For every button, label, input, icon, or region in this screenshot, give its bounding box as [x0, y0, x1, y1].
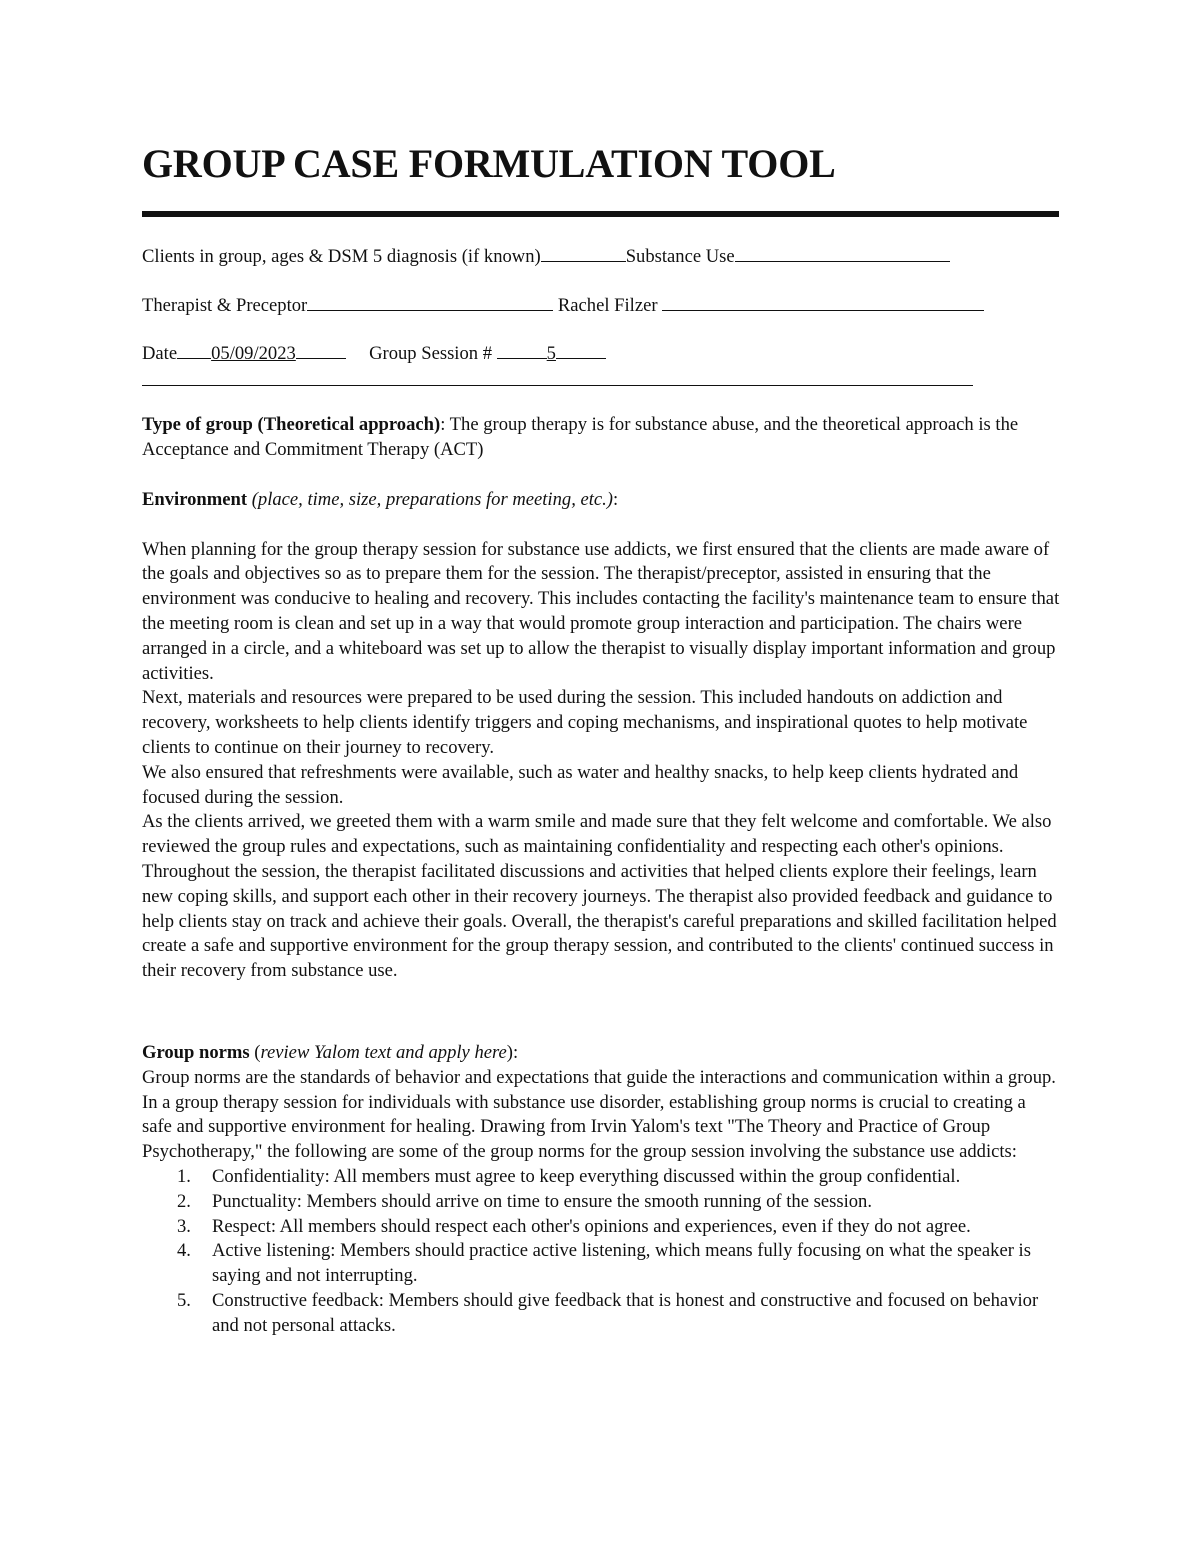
clients-row — [142, 243, 950, 270]
title-rule — [142, 211, 1059, 217]
environment-paragraph: When planning for the group therapy session for substance use addicts, we first ensured that the clients are made aware of the goals and objectives so as to prepare them for the session. The therapist/preceptor, assisted in ensuring that the environment was conducive to healing and recovery. This includes contacting the facility's maintenance team to ensure that the meeting room is clean and set up in a way that would promote group interaction and participation. The chairs were arranged in a circle, and a whiteboard was set up to allow the therapist to visually display important information and group activities. — [142, 538, 1060, 684]
list-item — [142, 1165, 1060, 1190]
list-text: Punctuality: Members should arrive on time to ensure the smooth running of the session. — [212, 1190, 872, 1212]
group-norms-section: Group norms (review Yalom text and apply here): Group norms are the standards of behavior and expectations that guide the interactions and communication within a group. In a group therapy session for individuals with substance use disorder, establishing group norms is crucial to creating a safe and supportive environment for healing. Drawing from Irvin Yalom's text "The Theory and Practice of Group Psychotherapy," the following are some of the group norms for the group session involving the substance use addicts: 1. Confidentiality: All members must agree to keep everything discussed within the group confidential. 2. Punctuality: Members should arrive on time to ensure the smooth running of the session. 3. Respect: All members should respect each other's opinions and experiences, even if they do not agree. 4. Active listening: Members should practice active listening, which means fully focusing on what the speaker is saying and not interrupting. 5. Constructive feedback: Members should give feedback that is honest and constructive and focused on behavior and not personal attacks. — [142, 1041, 1060, 1339]
environment-paragraph: We also ensured that refreshments were available, such as water and healthy snacks, to help keep clients hydrated and focused during the session. — [142, 761, 1019, 808]
list-number: 3. — [177, 1215, 191, 1237]
preceptor-blank[interactable] — [662, 292, 984, 311]
session-underline-pre — [497, 340, 547, 359]
date-value[interactable]: 05/09/2023 — [211, 343, 296, 364]
group-norms-hint: review Yalom text and apply here — [260, 1042, 507, 1063]
list-number: 2. — [177, 1190, 191, 1212]
list-text: Active listening: Members should practice active listening, which means fully focusing on what the speaker is saying and not interrupting. — [212, 1240, 1031, 1287]
clients-blank[interactable] — [541, 243, 626, 262]
list-item — [142, 1190, 1060, 1215]
list-text: Constructive feedback: Members should give feedback that is honest and constructive and focused on behavior and not personal attacks. — [212, 1289, 1039, 1336]
environment-hint: (place, time, size, preparations for meeting, etc.) — [251, 489, 614, 510]
divider-line — [142, 385, 973, 386]
type-of-group-section — [142, 413, 1060, 463]
type-of-group-heading: Type of group (Theoretical approach) — [142, 414, 441, 435]
list-text: Respect: All members should respect each other's opinions and experiences, even if they do not agree. — [212, 1215, 971, 1237]
date-underline-pre — [177, 340, 211, 359]
list-text: Confidentiality: All members must agree to keep everything discussed within the group confidential. — [212, 1165, 961, 1187]
list-item — [142, 1289, 1060, 1339]
date-row — [142, 340, 606, 367]
substance-label: Substance Use — [625, 246, 735, 267]
list-item — [142, 1239, 1060, 1289]
group-norms-heading: Group norms — [142, 1042, 250, 1063]
clients-label: Clients in group, ages & DSM 5 diagnosis (if known) — [142, 246, 541, 267]
date-label: Date — [142, 343, 178, 364]
environment-section: Environment (place, time, size, preparations for meeting, etc.): When planning for the group therapy session for substance use addicts, we first ensured that the clients are made aware of the goals and objectives so as to prepare them for the session. The therapist/preceptor, assisted in ensuring that the environment was conducive to healing and recovery. This includes contacting the facility's maintenance team to ensure that the meeting room is clean and set up in a way that would promote group interaction and participation. The chairs were arranged in a circle, and a whiteboard was set up to allow the therapist to visually display important information and group activities. Next, materials and resources were prepared to be used during the session. This included handouts on addiction and recovery, worksheets to help clients identify triggers and coping mechanisms, and inspirational quotes to help motivate clients to continue on their journey to recovery. We also ensured that refreshments were available, such as water and healthy snacks, to help keep clients hydrated and focused during the session. As the clients arrived, we greeted them with a warm smile and made sure that they felt welcome and comfortable. We also reviewed the group rules and expectations, such as maintaining confidentiality and respecting each other's opinions. Throughout the session, the therapist facilitated discussions and activities that helped clients explore their feelings, learn new coping skills, and support each other in their recovery journeys. The therapist also provided feedback and guidance to help clients stay on track and achieve their goals. Overall, the therapist's careful preparations and skilled facilitation helped create a safe and supportive environment for the group therapy session, and contributed to the clients' continued success in their recovery from substance use. — [142, 488, 1060, 984]
therapist-label: Therapist & Preceptor — [142, 295, 308, 316]
type-of-group-text: : The group therapy is for substance abuse, and the theoretical approach is the Acceptance and Commitment Therapy (ACT) — [142, 414, 1019, 460]
session-label: Group Session # — [369, 343, 493, 364]
therapist-value: Rachel Filzer — [557, 295, 658, 316]
session-underline-post — [556, 340, 606, 359]
environment-paragraph: As the clients arrived, we greeted them with a warm smile and made sure that they felt welcome and comfortable. We also reviewed the group rules and expectations, such as maintaining confidentiality and respecting each other's opinions. Throughout the session, the therapist facilitated discussions and activities that helped clients explore their feelings, learn new coping skills, and support each other in their recovery journeys. The therapist also provided feedback and guidance to help clients stay on track and achieve their goals. Overall, the therapist's careful preparations and skilled facilitation helped create a safe and supportive environment for the group therapy session, and contributed to the clients' continued success in their recovery from substance use. — [142, 811, 1057, 982]
environment-paragraph: Next, materials and resources were prepared to be used during the session. This included handouts on addiction and recovery, worksheets to help clients identify triggers and coping mechanisms, and inspirational quotes to help motivate clients to continue on their journey to recovery. — [142, 687, 1028, 758]
list-number: 1. — [177, 1165, 191, 1187]
environment-heading: Environment — [142, 489, 248, 510]
list-item — [142, 1215, 1060, 1240]
date-underline-post — [296, 340, 346, 359]
list-number: 5. — [177, 1289, 191, 1311]
therapist-row — [142, 292, 984, 319]
therapist-blank[interactable] — [307, 292, 553, 311]
session-value[interactable]: 5 — [546, 343, 556, 364]
substance-blank[interactable] — [735, 243, 950, 262]
group-norms-intro: Group norms are the standards of behavior and expectations that guide the interactions and communication within a group. In a group therapy session for individuals with substance use disorder, establishing group norms is crucial to creating a safe and supportive environment for healing. Drawing from Irvin Yalom's text "The Theory and Practice of Group Psychotherapy," the following are some of the group norms for the group session involving the substance use addicts: — [142, 1066, 1056, 1163]
group-norms-list — [142, 1165, 1060, 1339]
document-title: GROUP CASE FORMULATION TOOL — [142, 141, 836, 186]
list-number: 4. — [177, 1240, 191, 1262]
